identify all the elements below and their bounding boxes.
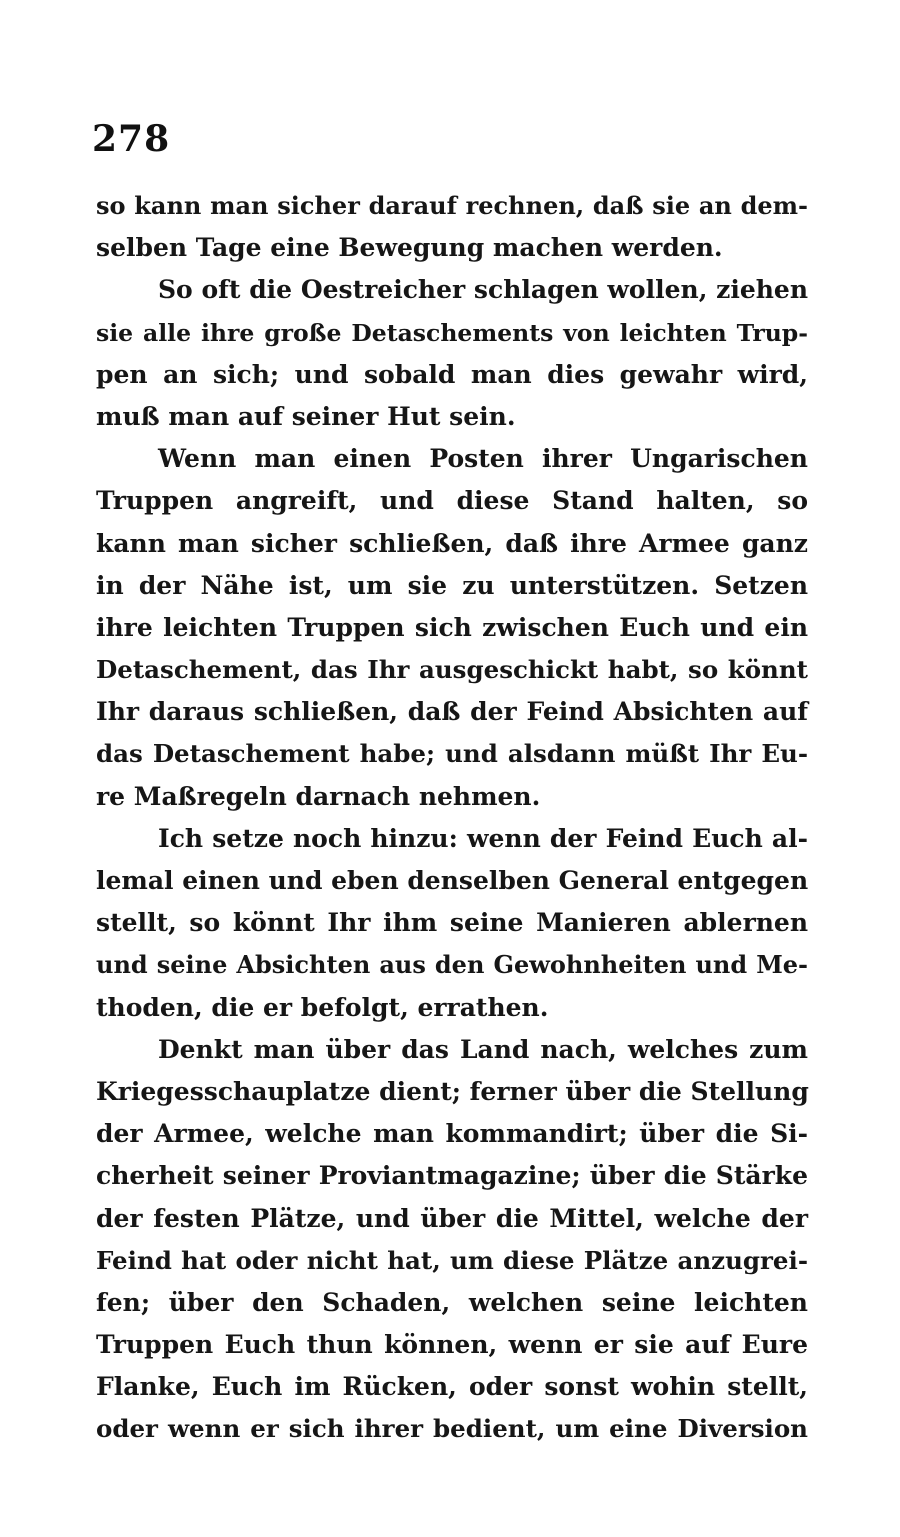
- text-line: Flanke, Euch im Rücken, oder sonst wohin stellt,: [96, 1372, 808, 1402]
- text-line: lemal einen und eben denselben General entgegen: [96, 866, 809, 895]
- text-line: Truppen angreift, und diese Stand halten, so: [96, 486, 808, 516]
- text-line: thoden, die er befolgt, errathen.: [96, 992, 549, 1022]
- text-line: stellt, so könnt Ihr ihm seine Manieren ablernen: [96, 908, 808, 938]
- body-text: [96, 185, 808, 1451]
- text-line: der Armee, welche man kommandirt; über die Si-: [96, 1119, 808, 1149]
- text-line: muß man auf seiner Hut sein.: [96, 401, 516, 431]
- text-line: sie alle ihre große Detaschements von leichten Trup-: [96, 318, 808, 347]
- text-line: oder wenn er sich ihrer bedient, um eine Diversion: [96, 1414, 808, 1444]
- text-line: Wenn man einen Posten ihrer Ungarischen: [158, 444, 808, 474]
- text-line: Denkt man über das Land nach, welches zum: [158, 1034, 808, 1064]
- text-line: fen; über den Schaden, welchen seine leichten: [96, 1287, 808, 1317]
- text-line: So oft die Oestreicher schlagen wollen, ziehen: [158, 275, 808, 305]
- page-number: 278: [92, 118, 171, 160]
- text-line: cherheit seiner Proviantmagazine; über die Stärke: [96, 1161, 808, 1191]
- text-line: Ihr daraus schließen, daß der Feind Absichten auf: [96, 697, 808, 727]
- text-line: in der Nähe ist, um sie zu unterstützen. Setzen: [96, 570, 808, 600]
- text-line: das Detaschement habe; und alsdann müßt Ihr Eu-: [96, 739, 808, 769]
- text-line: kann man sicher schließen, daß ihre Armee ganz: [96, 528, 808, 558]
- text-line: Detaschement, das Ihr ausgeschickt habt, so könnt: [96, 655, 808, 685]
- text-line: ihre leichten Truppen sich zwischen Euch und ein: [96, 612, 808, 642]
- text-line: Truppen Euch thun können, wenn er sie auf Eure: [96, 1330, 808, 1360]
- text-line: selben Tage eine Bewegung machen werden.: [96, 233, 723, 263]
- text-line: Kriegesschauplatze dient; ferner über die Stellung: [96, 1076, 809, 1106]
- text-line: der festen Plätze, und über die Mittel, welche der: [96, 1203, 808, 1233]
- text-line: pen an sich; und sobald man dies gewahr wird,: [96, 359, 808, 389]
- text-line: Feind hat oder nicht hat, um diese Plätze anzugrei-: [96, 1245, 808, 1275]
- text-line: so kann man sicher darauf rechnen, daß sie an dem-: [96, 191, 808, 220]
- text-line: re Maßregeln darnach nehmen.: [96, 781, 541, 811]
- text-line: und seine Absichten aus den Gewohnheiten und Me-: [96, 950, 808, 980]
- text-line: Ich setze noch hinzu: wenn der Feind Euch al-: [158, 823, 808, 853]
